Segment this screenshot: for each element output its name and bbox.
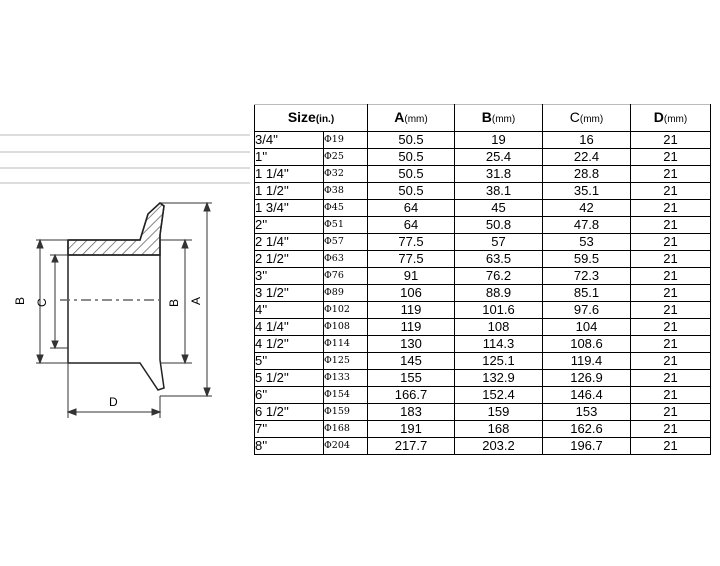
- table-row: [255, 285, 711, 302]
- cell-size: 7'': [255, 421, 324, 438]
- table-row: [255, 234, 711, 251]
- cell-b: 159: [455, 404, 543, 421]
- cell-b: 125.1: [455, 353, 543, 370]
- size-spec-table: [254, 104, 711, 455]
- table-row: [255, 132, 711, 149]
- cell-d: 21: [631, 217, 711, 234]
- cell-size: 2 1/2'': [255, 251, 324, 268]
- cell-diameter: Φ63: [324, 251, 368, 268]
- cell-b: 50.8: [455, 217, 543, 234]
- cell-b: 203.2: [455, 438, 543, 455]
- cell-b: 38.1: [455, 183, 543, 200]
- table-row: [255, 268, 711, 285]
- cell-size: 3/4'': [255, 132, 324, 149]
- cell-size: 4 1/2'': [255, 336, 324, 353]
- cell-b: 88.9: [455, 285, 543, 302]
- dimension-label-b-right: B: [167, 298, 181, 307]
- table-row: [255, 302, 711, 319]
- cell-b: 108: [455, 319, 543, 336]
- cell-a: 130: [368, 336, 455, 353]
- cell-c: 97.6: [543, 302, 631, 319]
- cell-diameter: Φ114: [324, 336, 368, 353]
- cell-size: 1 1/4'': [255, 166, 324, 183]
- cell-diameter: Φ32: [324, 166, 368, 183]
- table-row: [255, 404, 711, 421]
- cell-d: 21: [631, 285, 711, 302]
- cell-b: 101.6: [455, 302, 543, 319]
- cell-b: 114.3: [455, 336, 543, 353]
- ferrule-profile: [60, 203, 164, 390]
- table-row: [255, 183, 711, 200]
- cell-b: 19: [455, 132, 543, 149]
- header-b: B(mm): [455, 105, 543, 132]
- cell-a: 77.5: [368, 234, 455, 251]
- cell-size: 3'': [255, 268, 324, 285]
- cell-size: 1 3/4'': [255, 200, 324, 217]
- cell-diameter: Φ25: [324, 149, 368, 166]
- cell-size: 6'': [255, 387, 324, 404]
- table-row: [255, 149, 711, 166]
- table-header-row: [255, 105, 711, 132]
- cell-c: 47.8: [543, 217, 631, 234]
- table-row: [255, 251, 711, 268]
- cell-d: 21: [631, 149, 711, 166]
- cell-d: 21: [631, 387, 711, 404]
- cell-a: 64: [368, 200, 455, 217]
- cell-c: 119.4: [543, 353, 631, 370]
- cell-b: 31.8: [455, 166, 543, 183]
- cell-b: 132.9: [455, 370, 543, 387]
- cell-size: 5 1/2'': [255, 370, 324, 387]
- cell-c: 196.7: [543, 438, 631, 455]
- cell-d: 21: [631, 302, 711, 319]
- cell-c: 104: [543, 319, 631, 336]
- cell-c: 162.6: [543, 421, 631, 438]
- cell-size: 2'': [255, 217, 324, 234]
- cell-size: 1 1/2'': [255, 183, 324, 200]
- cell-d: 21: [631, 268, 711, 285]
- header-c: C(mm): [543, 105, 631, 132]
- cell-c: 22.4: [543, 149, 631, 166]
- table-row: [255, 336, 711, 353]
- cell-diameter: Φ168: [324, 421, 368, 438]
- cell-c: 153: [543, 404, 631, 421]
- cell-a: 166.7: [368, 387, 455, 404]
- cell-d: 21: [631, 319, 711, 336]
- table-row: [255, 370, 711, 387]
- cell-a: 106: [368, 285, 455, 302]
- cell-a: 50.5: [368, 149, 455, 166]
- cell-b: 63.5: [455, 251, 543, 268]
- cell-diameter: Φ89: [324, 285, 368, 302]
- cell-diameter: Φ76: [324, 268, 368, 285]
- table-row: [255, 217, 711, 234]
- dimension-label-b-left: B: [13, 296, 27, 305]
- cell-c: 146.4: [543, 387, 631, 404]
- cell-b: 152.4: [455, 387, 543, 404]
- cell-size: 4 1/4'': [255, 319, 324, 336]
- table-row: [255, 438, 711, 455]
- cell-diameter: Φ57: [324, 234, 368, 251]
- cell-c: 126.9: [543, 370, 631, 387]
- cell-d: 21: [631, 438, 711, 455]
- cell-d: 21: [631, 183, 711, 200]
- cell-d: 21: [631, 336, 711, 353]
- cell-a: 145: [368, 353, 455, 370]
- cell-d: 21: [631, 370, 711, 387]
- cell-d: 21: [631, 132, 711, 149]
- cell-c: 28.8: [543, 166, 631, 183]
- dimension-lines: [36, 203, 212, 418]
- dimension-label-d: D: [109, 395, 118, 409]
- cell-d: 21: [631, 421, 711, 438]
- cell-size: 2 1/4'': [255, 234, 324, 251]
- cell-diameter: Φ204: [324, 438, 368, 455]
- cell-size: 4'': [255, 302, 324, 319]
- table-row: [255, 166, 711, 183]
- cell-diameter: Φ133: [324, 370, 368, 387]
- cell-diameter: Φ102: [324, 302, 368, 319]
- cell-a: 50.5: [368, 132, 455, 149]
- cell-c: 16: [543, 132, 631, 149]
- dimension-label-a: A: [189, 296, 203, 305]
- cell-size: 3 1/2'': [255, 285, 324, 302]
- cell-a: 50.5: [368, 183, 455, 200]
- cell-size: 6 1/2'': [255, 404, 324, 421]
- cell-size: 1'': [255, 149, 324, 166]
- cell-a: 217.7: [368, 438, 455, 455]
- cell-diameter: Φ45: [324, 200, 368, 217]
- cell-b: 25.4: [455, 149, 543, 166]
- cell-b: 45: [455, 200, 543, 217]
- cell-d: 21: [631, 234, 711, 251]
- cell-size: 8'': [255, 438, 324, 455]
- cell-a: 64: [368, 217, 455, 234]
- cell-c: 35.1: [543, 183, 631, 200]
- cell-c: 108.6: [543, 336, 631, 353]
- cell-a: 119: [368, 319, 455, 336]
- cell-a: 50.5: [368, 166, 455, 183]
- cell-b: 168: [455, 421, 543, 438]
- cell-a: 191: [368, 421, 455, 438]
- table-row: [255, 200, 711, 217]
- cell-d: 21: [631, 166, 711, 183]
- cell-diameter: Φ38: [324, 183, 368, 200]
- cell-a: 155: [368, 370, 455, 387]
- cell-a: 91: [368, 268, 455, 285]
- cell-size: 5'': [255, 353, 324, 370]
- cell-diameter: Φ51: [324, 217, 368, 234]
- cell-diameter: Φ108: [324, 319, 368, 336]
- cell-b: 57: [455, 234, 543, 251]
- cell-diameter: Φ125: [324, 353, 368, 370]
- cell-diameter: Φ159: [324, 404, 368, 421]
- header-d: D(mm): [631, 105, 711, 132]
- cell-b: 76.2: [455, 268, 543, 285]
- header-size: Size(in.): [255, 105, 368, 132]
- dimension-label-c: C: [35, 298, 49, 307]
- cell-c: 72.3: [543, 268, 631, 285]
- cell-d: 21: [631, 251, 711, 268]
- cell-a: 77.5: [368, 251, 455, 268]
- table-row: [255, 353, 711, 370]
- cell-d: 21: [631, 200, 711, 217]
- cell-diameter: Φ154: [324, 387, 368, 404]
- cell-diameter: Φ19: [324, 132, 368, 149]
- table-row: [255, 319, 711, 336]
- cell-d: 21: [631, 404, 711, 421]
- header-a: A(mm): [368, 105, 455, 132]
- cell-a: 183: [368, 404, 455, 421]
- cell-c: 85.1: [543, 285, 631, 302]
- cell-c: 53: [543, 234, 631, 251]
- cell-a: 119: [368, 302, 455, 319]
- cell-c: 59.5: [543, 251, 631, 268]
- scan-lines: [0, 135, 250, 183]
- cell-c: 42: [543, 200, 631, 217]
- cell-d: 21: [631, 353, 711, 370]
- table-row: [255, 421, 711, 438]
- table-row: [255, 387, 711, 404]
